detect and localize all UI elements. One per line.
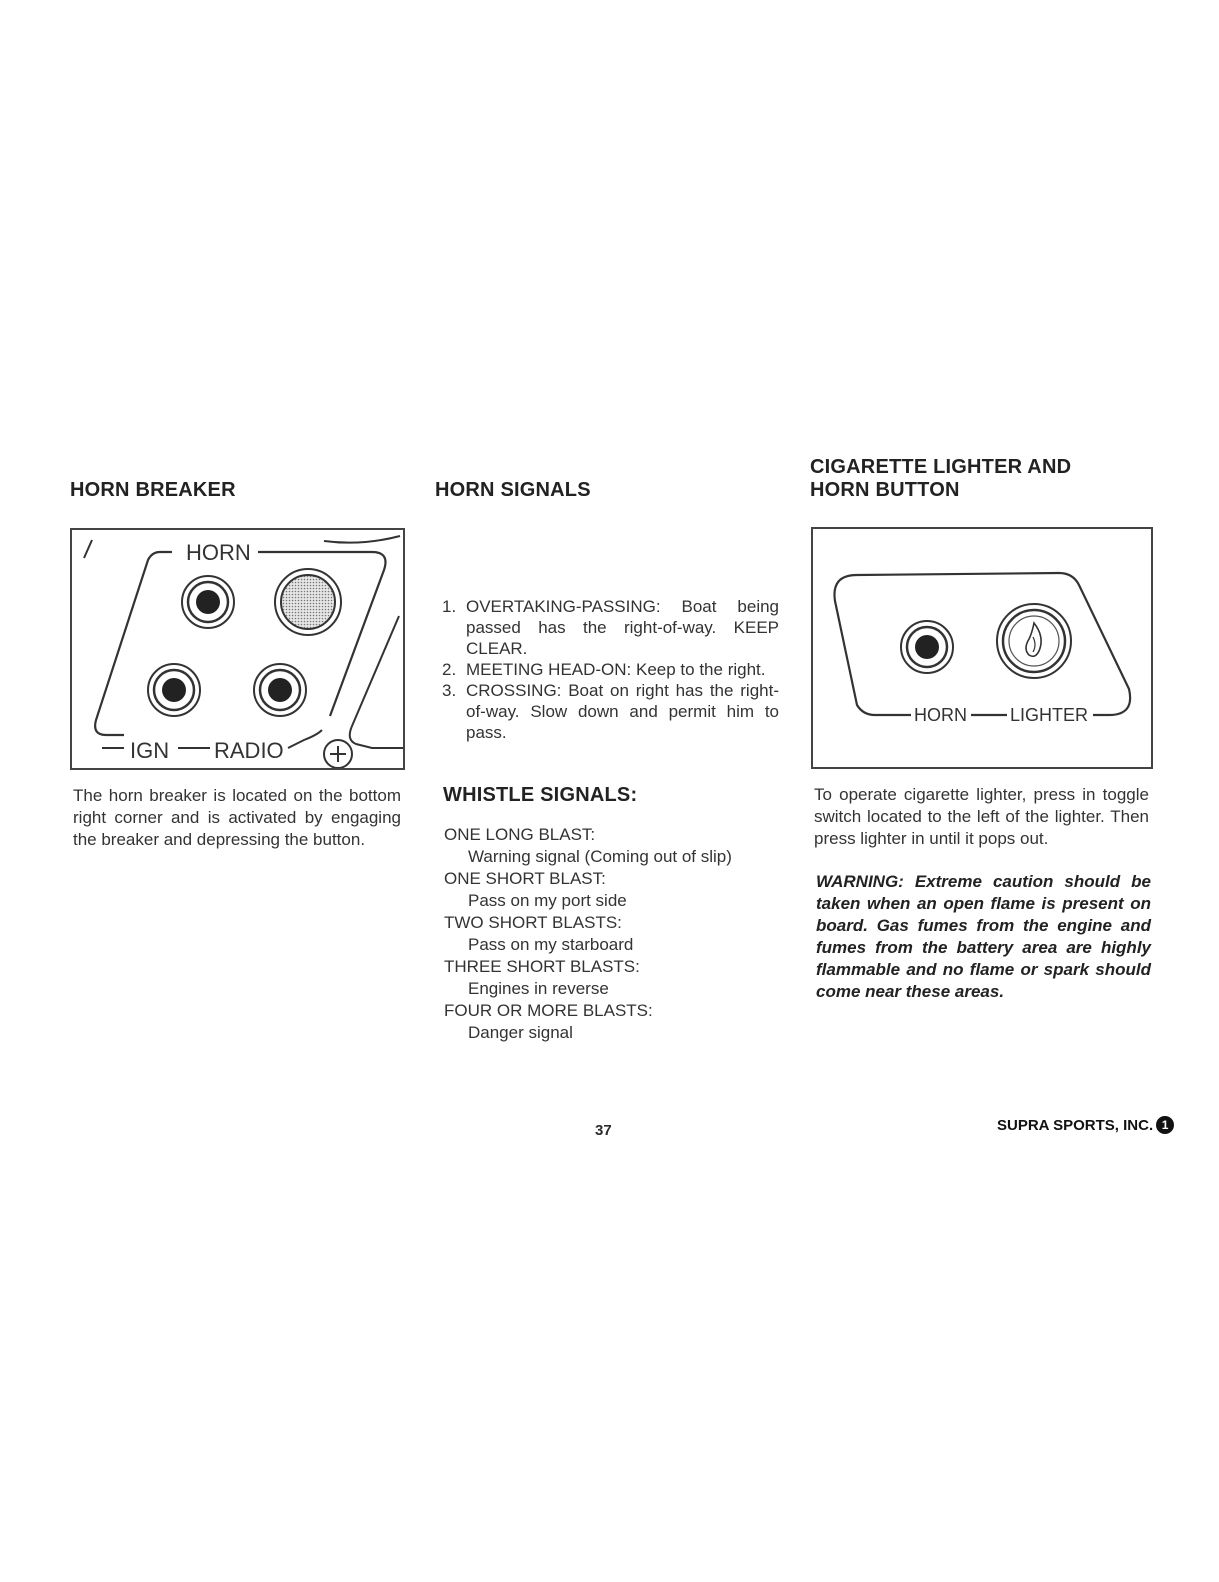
whistle-signals-heading: WHISTLE SIGNALS: bbox=[443, 784, 638, 806]
page-number: 37 bbox=[595, 1122, 612, 1139]
list-item: 1. OVERTAKING-PASSING: Boat being passed has the right-of-way. KEEP CLEAR. bbox=[442, 597, 779, 658]
lighter-flame-icon bbox=[997, 604, 1071, 678]
fire-warning: WARNING: Extreme caution should be taken when an open flame is present on board. Gas fumes from the engine and fumes from the battery area are highly flammable and no flame or spark should come near these areas. bbox=[816, 872, 1151, 1001]
lighter-heading-line1: CIGARETTE LIGHTER AND bbox=[810, 456, 1072, 478]
horn-breaker-description: The horn breaker is located on the bottom right corner and is activated by engaging the breaker and depressing the button. bbox=[73, 786, 401, 849]
lighter-label: LIGHTER bbox=[1010, 705, 1089, 725]
ign-label: IGN bbox=[130, 738, 170, 763]
horn-button-icon bbox=[901, 621, 953, 673]
brand-badge: 1 bbox=[1156, 1116, 1174, 1134]
horn-breaker-diagram bbox=[70, 528, 405, 770]
brand-name: SUPRA SPORTS, INC. bbox=[997, 1117, 1154, 1134]
radio-label: RADIO bbox=[214, 738, 284, 763]
list-item: FOUR OR MORE BLASTS: Danger signal bbox=[444, 1001, 653, 1042]
horn-breaker-heading: HORN BREAKER bbox=[70, 479, 236, 501]
list-item: TWO SHORT BLASTS: Pass on my starboard bbox=[444, 913, 634, 954]
lighter-heading-line2: HORN BUTTON bbox=[810, 479, 960, 501]
list-item: ONE SHORT BLAST: Pass on my port side bbox=[444, 869, 627, 910]
horn-label: HORN bbox=[914, 705, 967, 725]
ign-switch-icon bbox=[148, 664, 200, 716]
radio-switch-icon bbox=[254, 664, 306, 716]
list-item: 2. MEETING HEAD-ON: Keep to the right. bbox=[442, 660, 766, 679]
horn-switch-icon bbox=[182, 576, 234, 628]
footer-brand bbox=[997, 1116, 1174, 1134]
lighter-description: To operate cigarette lighter, press in toggle switch located to the left of the lighter. Then press lighter in until it pops out. bbox=[814, 785, 1149, 848]
horn-signals-heading: HORN SIGNALS bbox=[435, 479, 591, 501]
list-item: ONE LONG BLAST: Warning signal (Coming out of slip) bbox=[444, 825, 732, 866]
lighter-heading bbox=[810, 456, 1071, 502]
lighter-horn-diagram bbox=[811, 527, 1153, 769]
list-item: THREE SHORT BLASTS: Engines in reverse bbox=[444, 957, 640, 998]
horn-signals-list bbox=[442, 596, 779, 743]
list-item: 3. CROSSING: Boat on right has the right-of-way. Slow down and permit him to pass. bbox=[442, 681, 779, 742]
whistle-signals-list bbox=[444, 824, 784, 1044]
horn-label: HORN bbox=[186, 540, 251, 565]
horn-breaker-button-icon bbox=[275, 569, 341, 635]
